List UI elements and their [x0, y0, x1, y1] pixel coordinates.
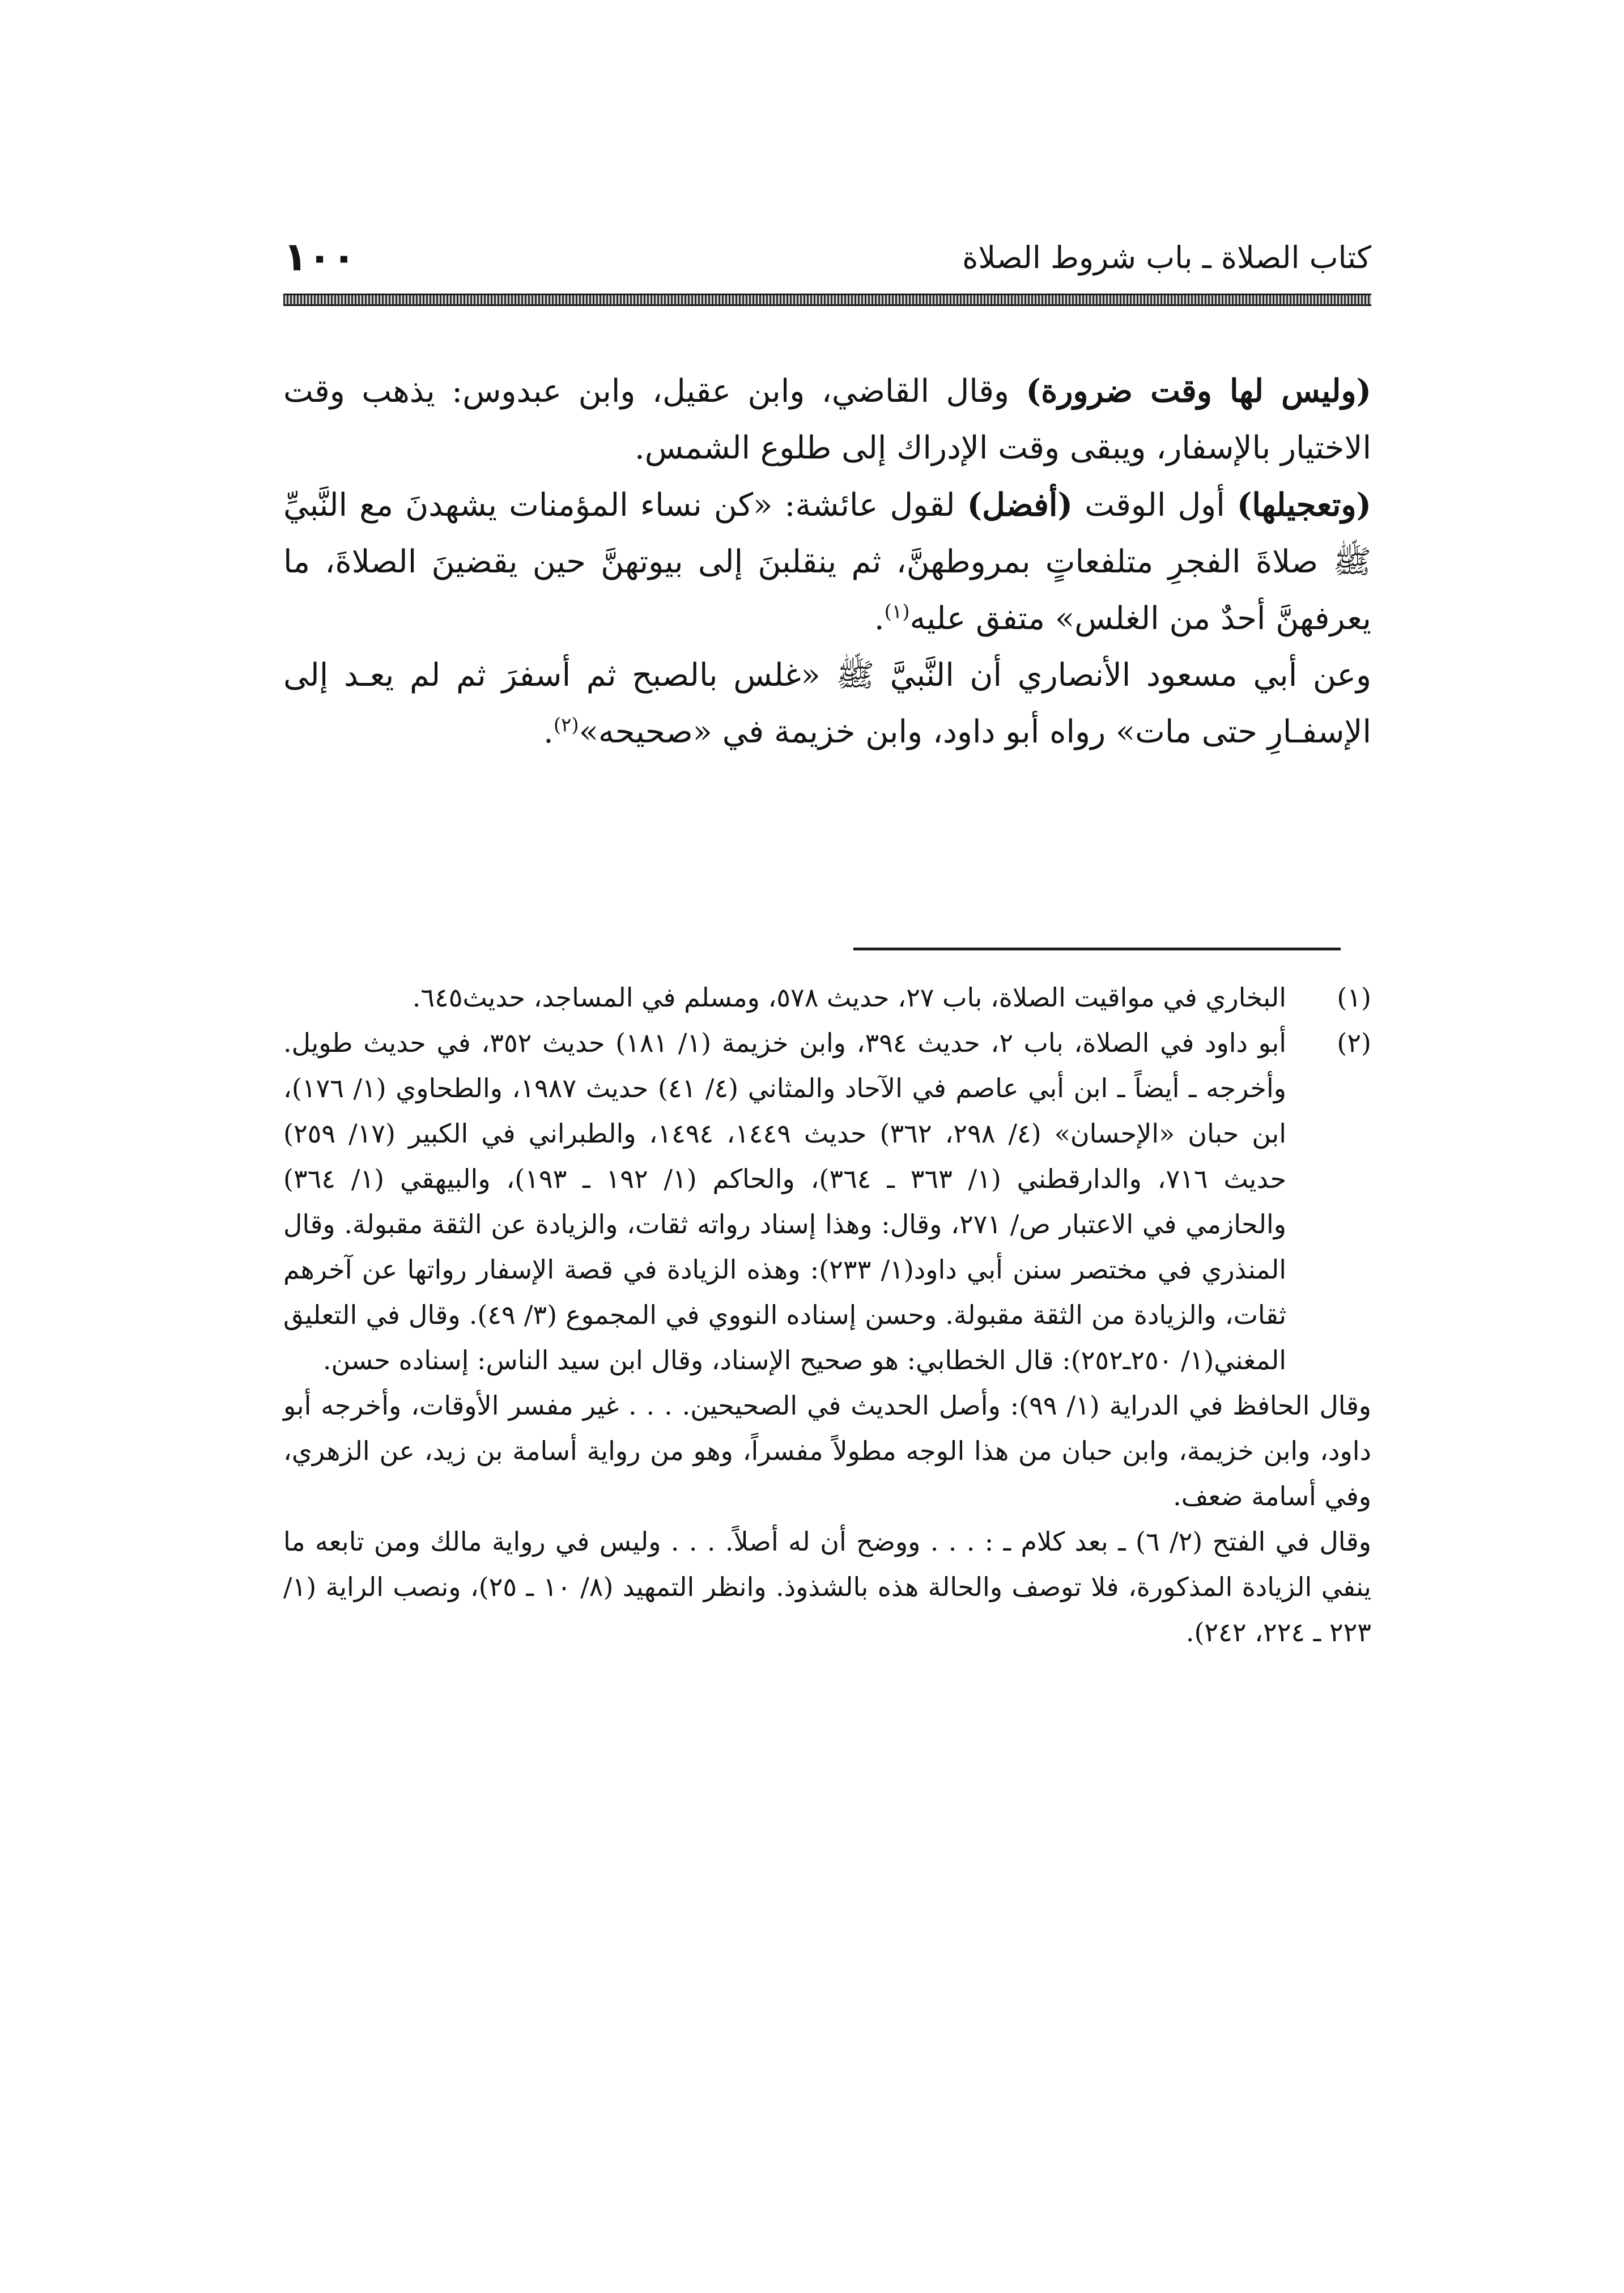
- main-text: [283, 363, 1371, 761]
- footnote-separator: [853, 948, 1341, 950]
- paragraph-2-text-b: لقول عائشة: «كن نساء المؤمنات يشهدنَ مع النَّبيِّ ﷺ صلاةَ الفجرِ متلفعاتٍ بمروطهنَّ، ثم ينقلبنَ إلى بيوتهنَّ حين يقضينَ الصلاةَ، ما يعرفهنَّ أحدٌ من الغلس» متفق عليه: [283, 487, 1371, 637]
- footnote-body: [283, 1383, 1371, 1655]
- footnote-2: [283, 1020, 1371, 1383]
- footnote-number: (١): [1337, 982, 1371, 1013]
- footnote-1: [283, 975, 1371, 1020]
- header-rule: [283, 294, 1371, 306]
- paragraph-3-end: .: [543, 714, 554, 750]
- running-header: [283, 232, 1371, 295]
- footnote-paragraph: وقال الحافظ في الدراية (١/ ٩٩): وأصل الحديث في الصحيحين. . . . غير مفسر الأوقات، وأخرجه أبو داود، وابن خزيمة، وابن حبان من هذا الوجه مطولاً مفسراً، وهو من رواية أسامة بن زيد، عن الزهري، وفي أسامة ضعف.: [283, 1390, 1372, 1511]
- paragraph-2-text-a: أول الوقت: [1072, 487, 1237, 524]
- footnote-ref-1[interactable]: (١): [884, 600, 910, 623]
- footnote-number: (٢): [1337, 1027, 1371, 1058]
- paragraph-2-end: .: [874, 600, 885, 637]
- footnote-paragraph: وقال في الفتح (٢/ ٦) ـ بعد كلام ـ : . . . ووضح أن له أصلاً. . . . وليس في رواية مالك ومن تابعه ما ينفي الزيادة المذكورة، فلا توصف والحالة هذه بالشذوذ. وانظر التمهيد (٨/ ١٠ ـ ٢٥)، ونصب الراية (١/ ٢٢٣ ـ ٢٢٤، ٢٤٢).: [283, 1526, 1371, 1647]
- footnotes: [283, 975, 1371, 1655]
- page-number: ١٠٠: [283, 233, 356, 280]
- keyword-hastening: (وتعجيلها): [1236, 486, 1372, 524]
- footnote-body: [283, 1020, 1286, 1383]
- paragraph-1-text: وقال القاضي، وابن عقيل، وابن عبدوس: يذهب وقت الاختيار بالإسفار، ويبقى وقت الإدراك إلى طلوع الشمس.: [283, 373, 1371, 466]
- footnote-paragraph: البخاري في مواقيت الصلاة، باب ٢٧، حديث ٥٧٨، ومسلم في المساجد، حديث٦٤٥.: [412, 982, 1286, 1013]
- paragraph-3: [283, 647, 1371, 761]
- footnote-paragraph: أبو داود في الصلاة، باب ٢، حديث ٣٩٤، وابن خزيمة (١/ ١٨١) حديث ٣٥٢، في حديث طويل. وأخرجه ـ أيضاً ـ ابن أبي عاصم في الآحاد والمثاني (٤/ ٤١) حديث ١٩٨٧، والطحاوي (١/ ١٧٦)، ابن حبان «الإحسان» (٤/ ٢٩٨، ٣٦٢) حديث ١٤٤٩، ١٤٩٤، والطبراني في الكبير (١٧/ ٢٥٩) حديث ٧١٦، والدارقطني (١/ ٣٦٣ ـ ٣٦٤)، والحاكم (١/ ١٩٢ ـ ١٩٣)، والبيهقي (١/ ٣٦٤) والحازمي في الاعتبار ص/ ٢٧١، وقال: وهذا إسناد رواته ثقات، والزيادة عن الثقة مقبولة. وقال المنذري في مختصر سنن أبي داود(١/ ٢٣٣): وهذه الزيادة في قصة الإسفار رواتها عن آخرهم ثقات، والزيادة من الثقة مقبولة. وحسن إسناده النووي في المجموع (٣/ ٤٩). وقال في التعليق المغني(١/ ٢٥٠ـ٢٥٢): قال الخطابي: هو صحيح الإسناد، وقال ابن سيد الناس: إسناده حسن.: [283, 1027, 1287, 1375]
- footnote-2-continued: [283, 1383, 1371, 1655]
- keyword-no-necessity-time: (وليس لها وقت ضرورة): [1026, 372, 1371, 410]
- running-header-title: كتاب الصلاة ـ باب شروط الصلاة: [962, 240, 1371, 275]
- paragraph-1: [283, 363, 1371, 477]
- footnote-body: [283, 975, 1286, 1020]
- footnote-ref-2[interactable]: (٢): [553, 714, 579, 737]
- paragraph-2: [283, 477, 1371, 647]
- paragraph-3-text: وعن أبي مسعود الأنصاري أن النَّبيَّ ﷺ «غلس بالصبح ثم أسفرَ ثم لم يعـد إلى الإسفـارِ حتى مات» رواه أبو داود، وابن خزيمة في «صحيحه»: [283, 657, 1371, 750]
- keyword-better: (أفضل): [967, 486, 1073, 524]
